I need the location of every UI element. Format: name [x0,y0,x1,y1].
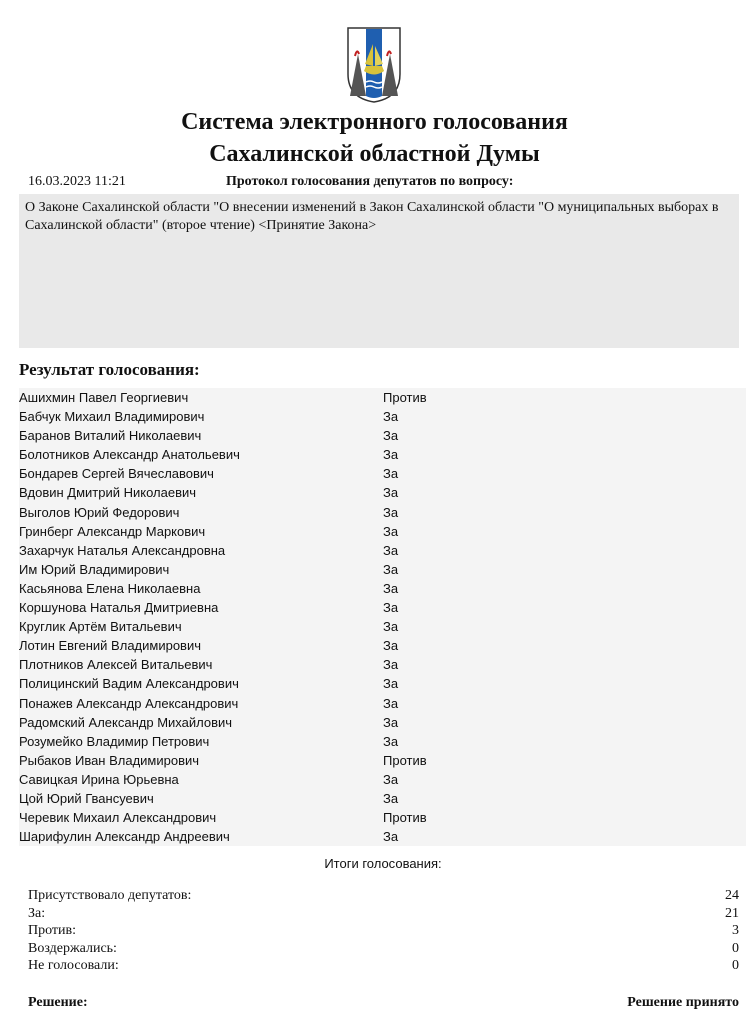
deputy-vote: За [383,428,399,444]
page-title-line-1: Система электронного голосования [181,109,568,135]
deputy-vote: За [383,790,399,806]
totals-value: 0 [732,958,739,974]
deputy-name: Болотников Александр Анатольевич [19,447,240,463]
deputy-name: Им Юрий Владимирович [19,561,170,577]
totals-heading: Итоги голосования: [324,856,442,871]
deputy-name: Вдовин Дмитрий Николаевич [19,485,197,501]
vote-row [19,464,746,483]
decision-value: Решение принято [627,995,739,1010]
vote-row [19,655,746,674]
vote-row [19,789,746,808]
deputy-vote: За [383,619,399,635]
deputy-vote: Против [383,752,427,768]
totals-value: 24 [725,888,739,903]
protocol-label: Протокол голосования депутатов по вопросу: [226,174,514,189]
deputy-vote: За [383,580,399,596]
deputy-vote: За [383,561,399,577]
totals-label: Против: [28,923,77,939]
vote-row [19,751,746,770]
vote-row [19,827,746,846]
deputy-vote: За [383,447,399,463]
totals-row [28,905,739,923]
deputy-vote: За [383,829,399,845]
deputy-vote: За [383,733,399,749]
vote-row [19,445,746,464]
vote-row [19,388,746,407]
totals-label: Присутствовало депутатов: [28,888,192,903]
deputy-vote: За [383,600,399,616]
vote-row [19,560,746,579]
vote-row [19,503,746,522]
deputy-name: Полицинский Вадим Александрович [19,676,239,692]
deputy-name: Бабчук Михаил Владимирович [19,409,205,425]
deputy-vote: За [383,466,399,482]
deputy-vote: За [383,714,399,730]
deputy-vote: Против [383,810,427,826]
deputy-name: Бондарев Сергей Вячеславович [19,466,214,482]
deputy-vote: За [383,771,399,787]
deputy-name: Баранов Виталий Николаевич [19,428,202,444]
totals-row [28,887,739,905]
vote-row [19,808,746,827]
deputy-name: Понажев Александр Александрович [19,695,239,711]
deputy-name: Выголов Юрий Федорович [19,504,180,520]
totals-row [28,957,739,975]
vote-row [19,732,746,751]
totals-table [28,887,739,975]
vote-row [19,407,746,426]
deputy-vote: За [383,504,399,520]
vote-row [19,713,746,732]
vote-row [19,694,746,713]
totals-row [28,940,739,958]
totals-label: За: [28,905,46,921]
deputy-name: Гринберг Александр Маркович [19,523,206,539]
vote-row [19,674,746,693]
deputy-name: Ашихмин Павел Георгиевич [19,390,189,405]
deputy-name: Савицкая Ирина Юрьевна [19,771,179,787]
deputy-name: Радомский Александр Михайлович [19,714,233,730]
deputy-name: Коршунова Наталья Дмитриевна [19,600,219,616]
deputy-name: Лотин Евгений Владимирович [19,638,201,654]
vote-row [19,579,746,598]
deputy-vote: За [383,676,399,692]
totals-value: 21 [725,905,739,921]
totals-label: Не голосовали: [28,958,119,974]
deputy-vote: За [383,485,399,501]
question-text: О Законе Сахалинской области "О внесении изменений в Закон Сахалинской области "О муниципальных выборах в Сахалинской области" (второе чтение) <Принятие Закона> [25,200,719,233]
deputy-name: Захарчук Наталья Александровна [19,542,226,558]
vote-row [19,426,746,445]
vote-row [19,636,746,655]
vote-row [19,617,746,636]
page-title-line-2: Сахалинской областной Думы [209,141,540,167]
deputy-name: Круглик Артём Витальевич [19,619,182,635]
deputy-name: Цой Юрий Гвансуевич [19,790,154,806]
totals-value: 0 [732,940,739,956]
deputy-name: Плотников Алексей Витальевич [19,657,213,673]
deputy-name: Черевик Михаил Александрович [19,810,217,826]
decision-label: Решение: [28,995,88,1010]
totals-row [28,922,739,940]
deputy-name: Шарифулин Александр Андреевич [19,829,230,845]
results-heading: Результат голосования: [19,360,200,379]
vote-row [19,522,746,541]
totals-value: 3 [732,923,739,939]
vote-row [19,483,746,502]
sakhalin-coat-of-arms-icon [346,26,402,104]
vote-row [19,598,746,617]
vote-row [19,770,746,789]
totals-label: Воздержались: [28,940,117,956]
deputy-vote: Против [383,390,427,405]
deputy-vote: За [383,695,399,711]
deputy-name: Рыбаков Иван Владимирович [19,752,200,768]
deputy-name: Касьянова Елена Николаевна [19,580,201,596]
deputy-vote: За [383,523,399,539]
deputy-vote: За [383,657,399,673]
question-text-box [19,194,739,348]
deputy-name: Розумейко Владимир Петрович [19,733,210,749]
vote-results-list [19,388,746,846]
deputy-vote: За [383,409,399,425]
protocol-datetime: 16.03.2023 11:21 [28,174,126,189]
vote-row [19,541,746,560]
deputy-vote: За [383,542,399,558]
deputy-vote: За [383,638,399,654]
